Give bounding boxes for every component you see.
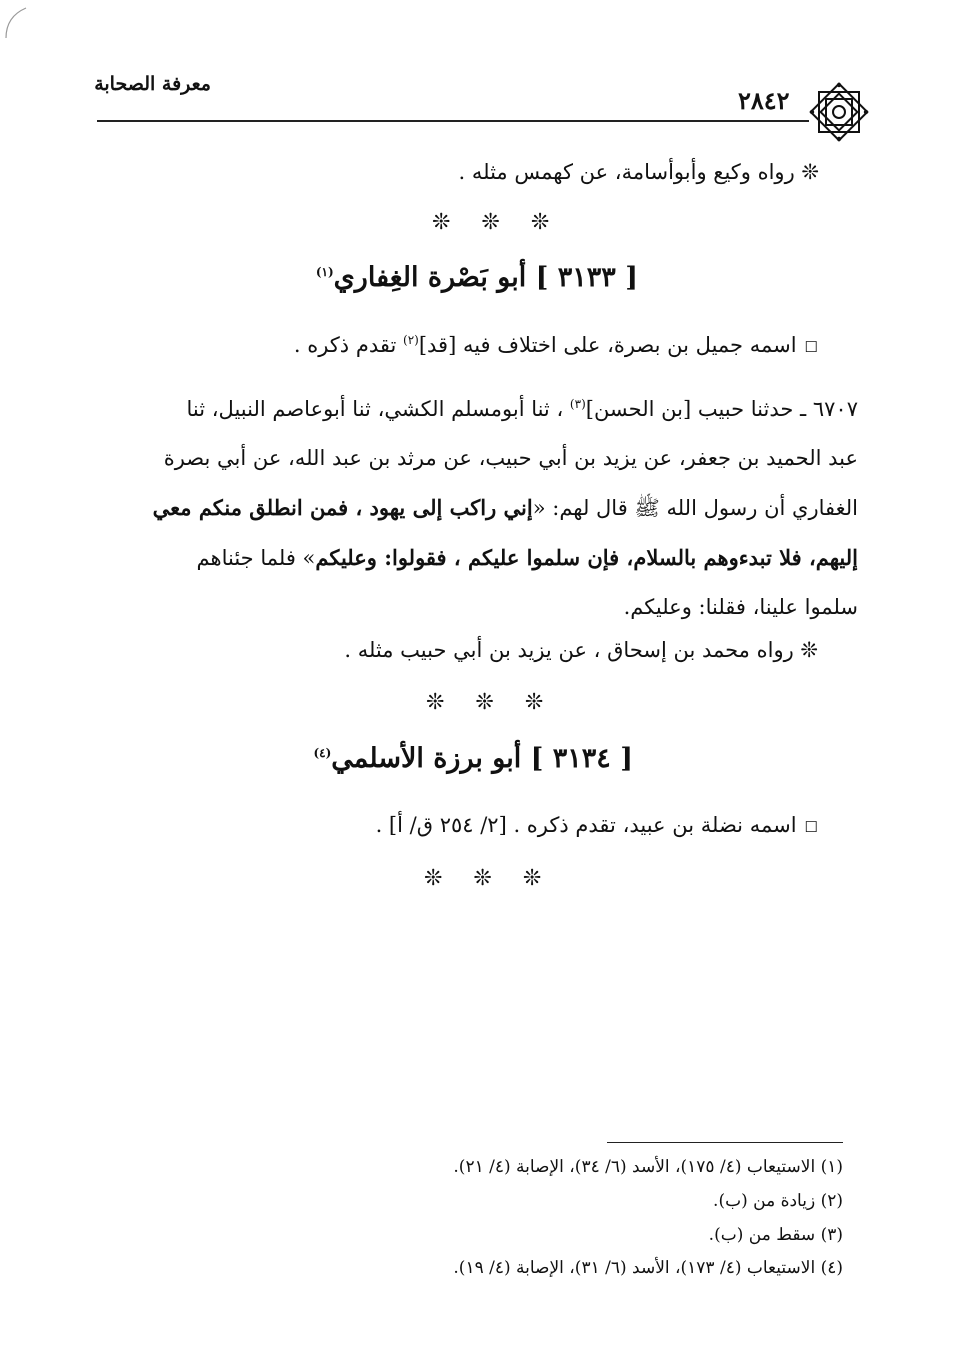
hadith-text <box>88 380 858 632</box>
separator: ❊ ❊ ❊ <box>432 210 562 235</box>
hadith-line: ٦٧٠٧ ـ حدثنا حبيب [بن الحسن]$^{(٣)}$ ، ثنا أبومسلم الكشي، ثنا أبوعاصم النبيل، ثنا <box>186 397 858 421</box>
footnote-ref: (١) <box>315 265 334 279</box>
header-rule <box>97 120 809 122</box>
scan-corner-mark-icon <box>0 0 30 40</box>
footnote-rule <box>607 1142 843 1143</box>
hadith-line: سلموا علينا، فقلنا: وعليكم. <box>623 595 858 619</box>
separator: ❊ ❊ ❊ <box>424 866 554 891</box>
footnote: (٢) زيادة من (ب). <box>713 1191 843 1211</box>
entry-heading <box>313 743 633 774</box>
footnote: (٤) الاستيعاب (٤/ ١٧٣)، الأسد (٦/ ٣١)، الإصابة (٤/ ١٩). <box>453 1258 843 1278</box>
hadith-line: إليهم، فلا تبدءوهم بالسلام، فإن سلموا عليكم ، فقولوا: وعليكم» فلما جئناهم <box>196 545 858 570</box>
hadith-line: عبد الحميد بن جعفر، عن يزيد بن أبي حبيب، عن مرثد بن عبد الله، عن أبي بصرة <box>163 446 858 470</box>
octagram-ornament-icon <box>805 78 873 146</box>
name-note: ☐اسمه نضلة بن عبيد، تقدم ذكره . [٢/ ٢٥٤ ق/ أ] . <box>375 813 818 837</box>
entry-title: [ ٣١٣٤ ] أبو برزة الأسلمي <box>331 743 633 774</box>
empty-box-icon: ☐ <box>804 338 818 356</box>
entry-heading <box>316 262 638 293</box>
footnote: (٣) سقط من (ب). <box>708 1225 843 1245</box>
footnote: (١) الاستيعاب (٤/ ١٧٥)، الأسد (٦/ ٣٤)، الإصابة (٤/ ٢١). <box>453 1157 843 1177</box>
top-note: ❊ رواه وكيع وأبوأسامة، عن كهمس مثله . <box>458 160 819 184</box>
empty-box-icon: ☐ <box>804 818 818 836</box>
riwaya-note: ❊ رواه محمد بن إسحاق ، عن يزيد بن أبي حبيب مثله . <box>344 638 818 662</box>
separator: ❊ ❊ ❊ <box>426 690 556 715</box>
running-title: معرفة الصحابة <box>94 73 211 95</box>
hadith-quote: إليهم، فلا تبدءوهم بالسلام، فإن سلموا عليكم ، فقولوا: وعليكم <box>315 545 858 570</box>
hadith-quote: إني راكب إلى يهود ، فمن انطلق منكم معي <box>152 495 533 520</box>
footnote-ref: (٣) <box>569 397 586 411</box>
name-note: ☐اسمه جميل بن بصرة، على اختلاف فيه [قد]$^{(٢)}$ تقدم ذكره . <box>293 333 818 357</box>
footnote-ref: (٢) <box>403 333 419 347</box>
footnote-ref: (٤) <box>313 746 332 760</box>
entry-title: [ ٣١٣٣ ] أبو بَصْرة الغِفاري <box>333 262 638 293</box>
page-number: ٢٨٤٢ <box>738 86 790 115</box>
hadith-line: الغفاري أن رسول الله ﷺ قال لهم: «إني راكب إلى يهود ، فمن انطلق منكم معي <box>152 495 858 520</box>
